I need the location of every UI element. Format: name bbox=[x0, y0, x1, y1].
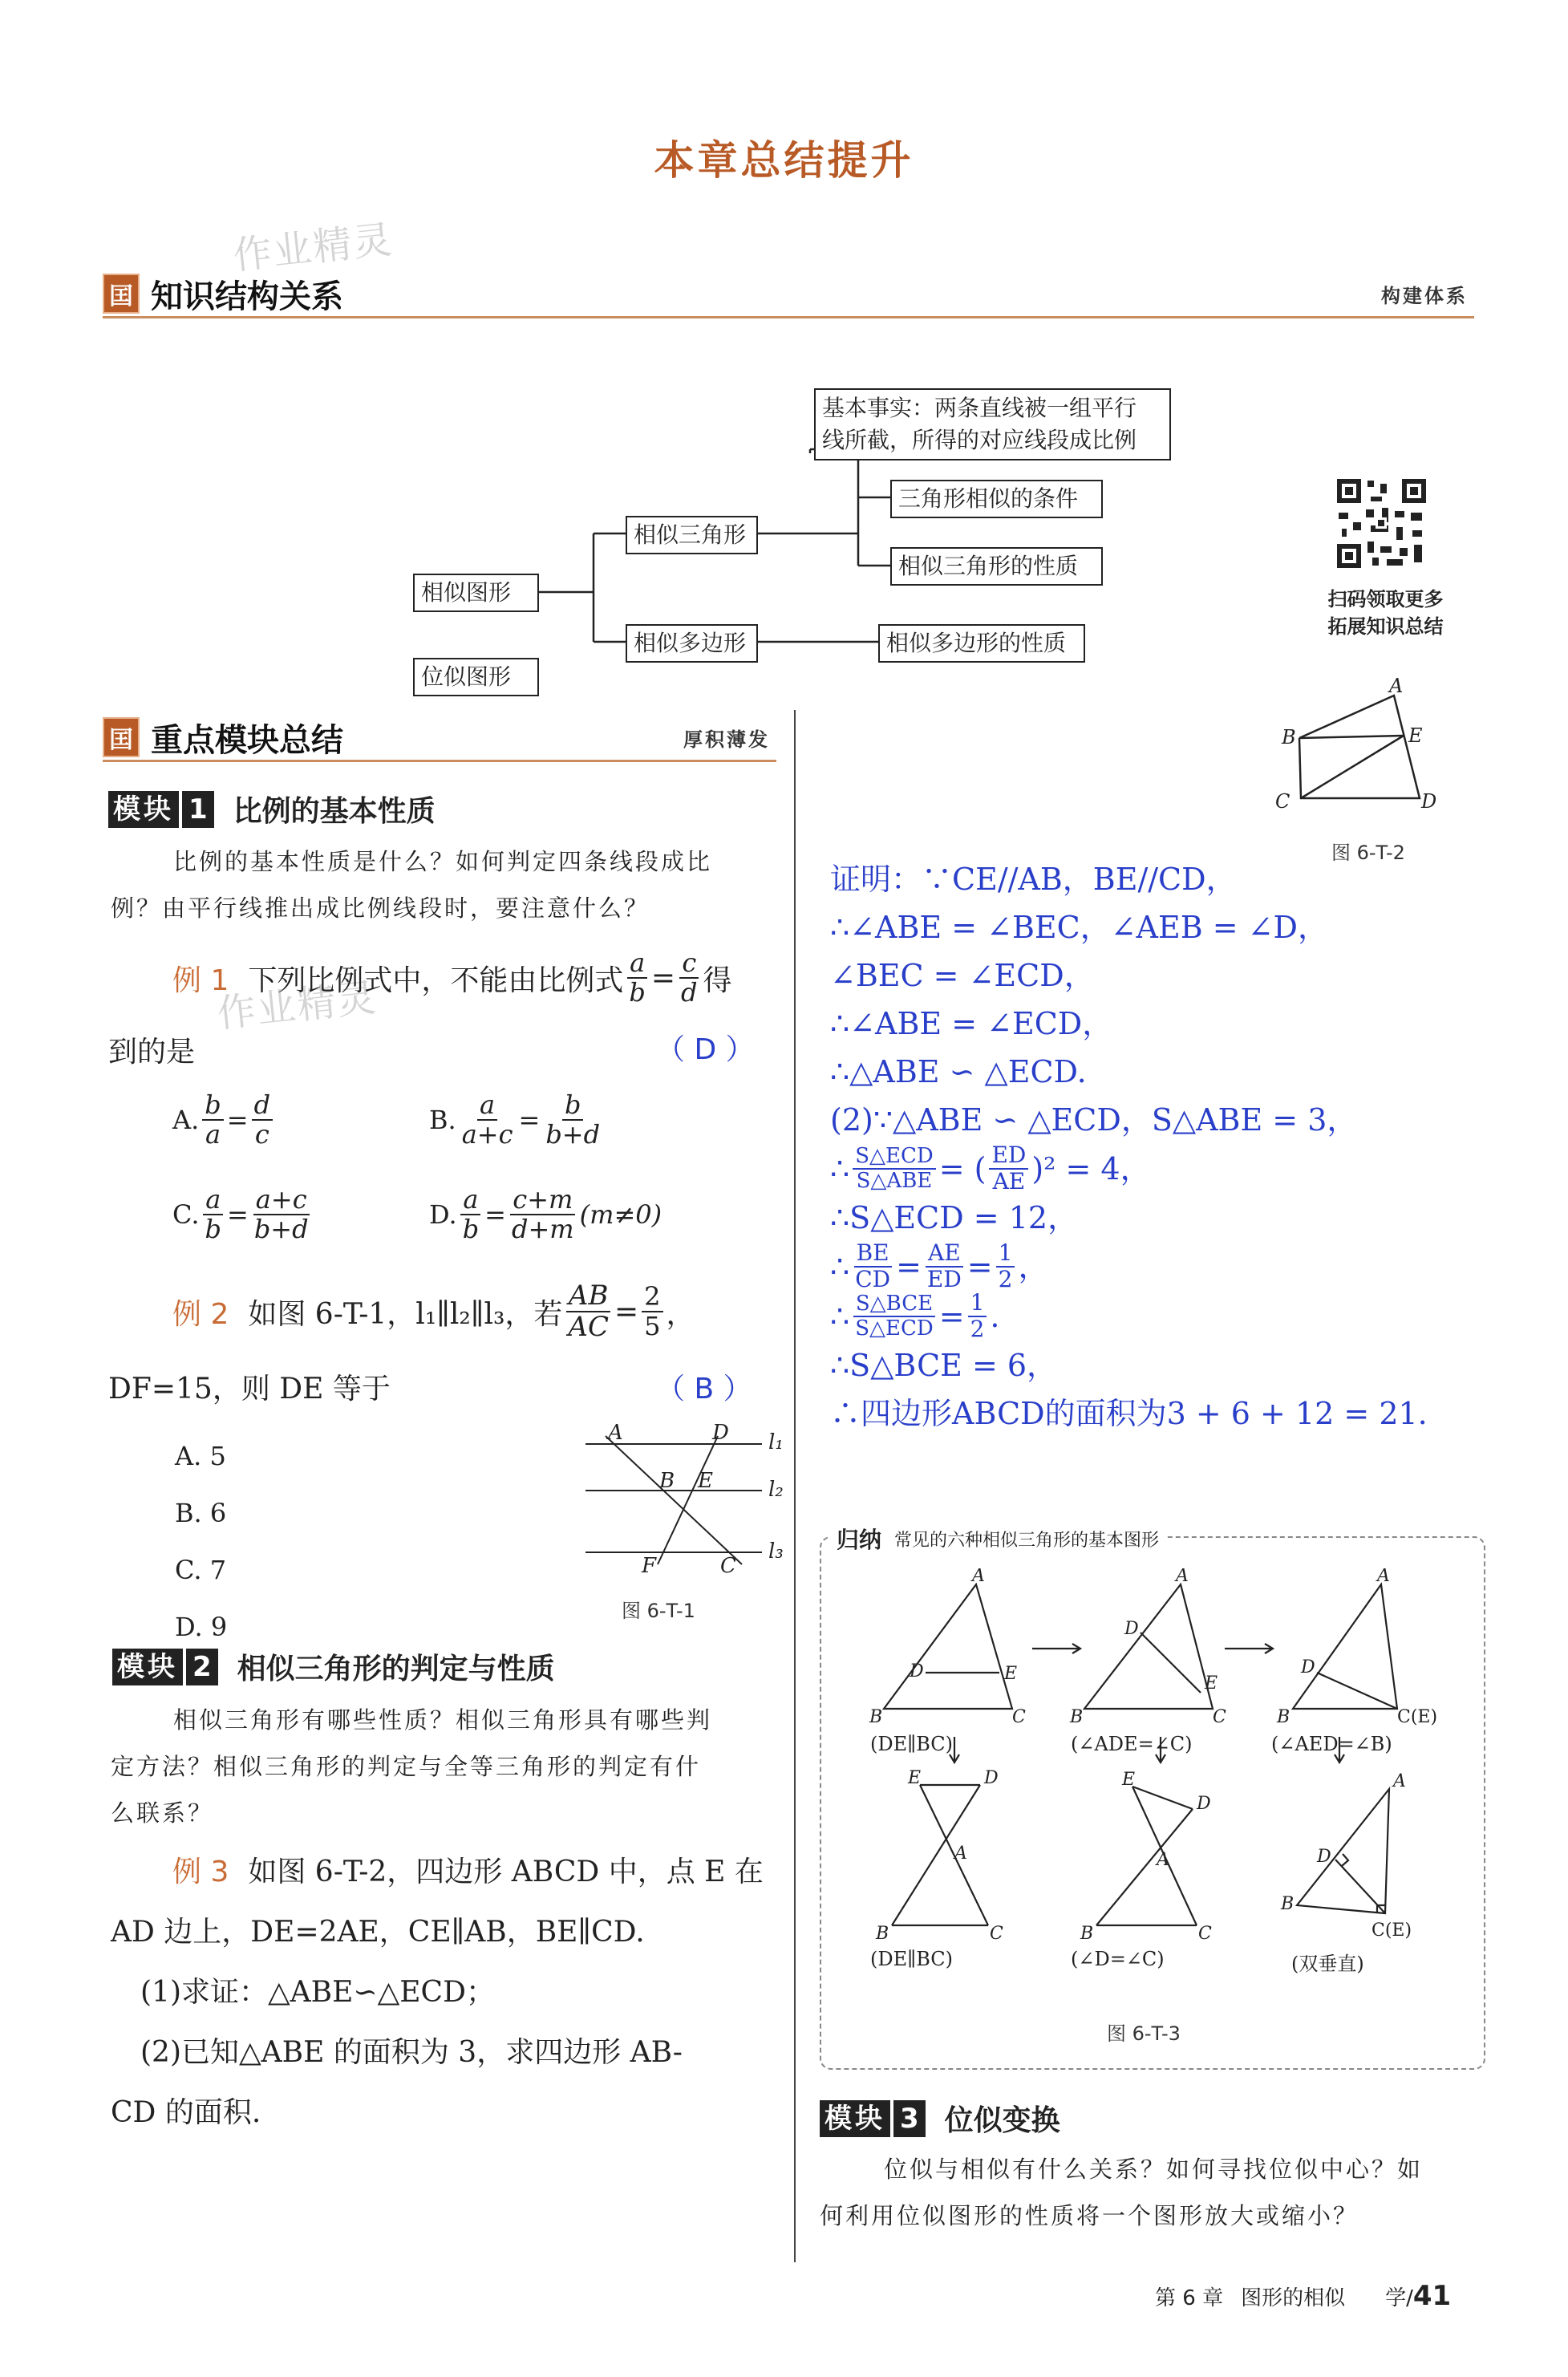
example-3-line4: (2)已知△ABE 的面积为 3，求四边形 AB- bbox=[140, 2036, 683, 2069]
svg-text:B: B bbox=[876, 1924, 889, 1944]
summary-label-1: (DE∥BC) bbox=[870, 1733, 954, 1755]
svg-text:E: E bbox=[908, 1768, 922, 1788]
module-title: 相似三角形的判定与性质 bbox=[237, 1653, 555, 1685]
figure-6-t-3-caption: 图 6-T-3 bbox=[1107, 2022, 1181, 2045]
option-condition: (m≠0) bbox=[579, 1199, 662, 1231]
svg-text:C: C bbox=[1012, 1707, 1026, 1727]
footer-subject: 学/ bbox=[1385, 2286, 1413, 2310]
footer-chapter: 第 6 章 bbox=[1155, 2286, 1224, 2310]
intro-line: 定方法？相似三角形的判定与全等三角形的判定有什 bbox=[111, 1753, 702, 1780]
similar-triangles-box: 相似三角形 bbox=[626, 516, 758, 554]
example-3-line2: AD 边上，DE=2AE，CE∥AB，BE∥CD. bbox=[111, 1916, 645, 1949]
module-3-header bbox=[820, 2098, 1060, 2139]
svg-text:D: D bbox=[984, 1768, 999, 1788]
figure-6-t-2 bbox=[1267, 678, 1508, 814]
similar-shapes-box: 相似图形 bbox=[413, 574, 539, 612]
svg-text:A: A bbox=[1389, 678, 1404, 697]
triangle-properties-box: 相似三角形的性质 bbox=[890, 547, 1103, 586]
proof-eq-tail: . bbox=[990, 1299, 1000, 1334]
module-tag: 模块 bbox=[112, 1649, 183, 1685]
intro-line: 何利用位似图形的性质将一个图形放大或缩小？ bbox=[820, 2202, 1359, 2229]
watermark: 作业精灵 bbox=[215, 975, 379, 1037]
svg-text:A: A bbox=[1377, 1568, 1390, 1586]
proof-line: 证明：∵CE//AB，BE//CD， bbox=[830, 862, 1237, 897]
option-letter: C. bbox=[172, 1199, 200, 1231]
svg-text:l₂: l₂ bbox=[768, 1478, 784, 1502]
proof-line: ∴四边形ABCD的面积为3 + 6 + 12 = 21. bbox=[830, 1396, 1428, 1431]
figure-6-t-1-caption: 图 6-T-1 bbox=[622, 1600, 695, 1622]
option-b: B. $\frac{a}{a+c}$ = $\frac{b}{b+d}$ bbox=[429, 1089, 601, 1150]
proof-eq-tail: ， bbox=[1018, 1249, 1049, 1284]
proof-line: ∴S△ECD = 12， bbox=[830, 1200, 1079, 1235]
example-2-options bbox=[175, 1428, 227, 1656]
fraction-c-over-d: $\frac{c}{d}$ bbox=[681, 947, 698, 1008]
proof-eq-tail: )² = 4， bbox=[1031, 1151, 1151, 1186]
watermark: 作业精灵 bbox=[231, 217, 395, 279]
example-2-line2: DF=15，则 DE 等于 bbox=[108, 1373, 391, 1406]
proof-line: ∴S△BCE = 6， bbox=[830, 1348, 1058, 1383]
polygon-properties-box: 相似多边形的性质 bbox=[878, 624, 1085, 663]
basic-fact-box bbox=[814, 388, 1171, 460]
example-2-question: 例 2 如图 6-T-1，l₁∥l₂∥l₃，若 $\frac{AB}{AC}$ = $\frac{2}{5}$ ， bbox=[172, 1280, 695, 1344]
option-a: A. $\frac{b}{a}$ = $\frac{d}{c}$ bbox=[172, 1091, 276, 1149]
basic-fact-line2: 线所截，所得的对应线段成比例 bbox=[822, 427, 1137, 453]
proof-line: ∴ $\frac{\text{S△ECD}}{\text{S△ABE}}$ = ( $\frac{ED}{AE}$ )² = 4， bbox=[830, 1142, 1151, 1195]
proof-line: ∴∠ABE = ∠ECD， bbox=[830, 1006, 1113, 1041]
module-tag: 模块 bbox=[108, 791, 179, 828]
module-2-header bbox=[112, 1646, 555, 1687]
svg-text:D: D bbox=[1124, 1619, 1139, 1639]
svg-text:B: B bbox=[659, 1469, 675, 1493]
page-title: 本章总结提升 bbox=[654, 137, 914, 184]
example-3-line3: (1)求证：△ABE∽△ECD； bbox=[140, 1976, 495, 2009]
summary-label-3: (∠AED=∠B) bbox=[1271, 1733, 1392, 1755]
figure-6-t-1 bbox=[577, 1420, 794, 1580]
section-title: 重点模块总结 bbox=[151, 721, 343, 759]
footer-chapter-title: 图形的相似 bbox=[1241, 2286, 1346, 2310]
summary-title: 常见的六种相似三角形的基本图形 bbox=[894, 1530, 1160, 1551]
intro-line: 么联系？ bbox=[111, 1799, 214, 1827]
example-3-line5: CD 的面积. bbox=[111, 2096, 261, 2129]
svg-text:C: C bbox=[1198, 1924, 1212, 1944]
fraction-a-over-b: $\frac{a}{b}$ bbox=[626, 949, 647, 1007]
basic-fact-line1: 基本事实：两条直线被一组平行 bbox=[822, 395, 1137, 421]
option-a: A. 5 bbox=[175, 1441, 226, 1471]
similar-polygons-box: 相似多边形 bbox=[626, 624, 758, 663]
example-1-answer: （ D ） bbox=[656, 1033, 755, 1066]
qr-caption-line2: 拓展知识总结 bbox=[1327, 615, 1444, 638]
option-d: D. 9 bbox=[175, 1612, 228, 1642]
section-header-modules bbox=[103, 712, 776, 762]
module-title: 位似变换 bbox=[944, 2104, 1060, 2137]
svg-text:E: E bbox=[1205, 1673, 1218, 1694]
example-label: 例 1 bbox=[172, 963, 229, 997]
svg-text:D: D bbox=[712, 1421, 729, 1445]
svg-text:E: E bbox=[1122, 1770, 1136, 1790]
svg-text:E: E bbox=[1004, 1664, 1018, 1684]
example-label: 例 2 bbox=[172, 1297, 229, 1331]
svg-text:C: C bbox=[1213, 1707, 1226, 1727]
module-num: 2 bbox=[186, 1649, 218, 1685]
option-c: C. 7 bbox=[175, 1555, 227, 1585]
svg-text:F: F bbox=[642, 1554, 657, 1578]
proof-eq: = ( bbox=[938, 1151, 987, 1186]
svg-text:D: D bbox=[1421, 790, 1437, 813]
example-text-tail: 得 bbox=[703, 963, 732, 997]
svg-text:C: C bbox=[990, 1924, 1003, 1944]
summary-label: 归纳 bbox=[837, 1527, 882, 1553]
page-number: 41 bbox=[1412, 2280, 1452, 2312]
svg-text:C: C bbox=[720, 1554, 736, 1578]
proof-line: ∴△ABE ∽ △ECD. bbox=[830, 1054, 1087, 1089]
svg-text:l₁: l₁ bbox=[768, 1430, 784, 1454]
svg-text:C(E): C(E) bbox=[1371, 1921, 1412, 1941]
section-tag: 厚积薄发 bbox=[683, 728, 770, 751]
example-text-tail: ， bbox=[666, 1297, 695, 1331]
proof bbox=[830, 855, 1552, 1438]
svg-text:C(E): C(E) bbox=[1397, 1707, 1438, 1727]
option-letter: A. bbox=[172, 1105, 200, 1136]
summary-header bbox=[830, 1523, 1165, 1555]
example-1-line2: 到的是 bbox=[108, 1036, 196, 1069]
module-num: 3 bbox=[893, 2100, 926, 2137]
option-d: D. $\frac{a}{b}$ = $\frac{c+m}{d+m}$ (m≠0) bbox=[429, 1184, 662, 1245]
intro-line: 相似三角形有哪些性质？相似三角形具有哪些判 bbox=[173, 1706, 713, 1734]
section-tag: 构建体系 bbox=[1381, 284, 1468, 307]
svg-text:A: A bbox=[608, 1421, 623, 1445]
module-1-header bbox=[108, 789, 436, 830]
svg-text:l₃: l₃ bbox=[768, 1539, 784, 1564]
svg-text:D: D bbox=[910, 1661, 924, 1681]
summary-label-4: (DE∥BC) bbox=[870, 1948, 954, 1970]
example-text: 下列比例式中，不能由比例式 bbox=[248, 963, 624, 997]
svg-text:A: A bbox=[954, 1844, 967, 1864]
proof-line: (2)∵△ABE ∽ △ECD，S△ABE = 3， bbox=[830, 1102, 1358, 1138]
svg-text:B: B bbox=[1282, 726, 1296, 748]
example-1-question: 例 1 下列比例式中，不能由比例式 $\frac{a}{b}$ = $\frac{c}{d}$ 得 bbox=[172, 947, 732, 1008]
svg-text:B: B bbox=[1277, 1707, 1290, 1727]
option-letter: B. bbox=[429, 1105, 456, 1136]
svg-text:A: A bbox=[972, 1568, 985, 1586]
module-2-intro bbox=[111, 1697, 788, 1836]
triangle-conditions-box: 三角形相似的条件 bbox=[890, 480, 1103, 518]
figure-6-t-2-caption: 图 6-T-2 bbox=[1331, 842, 1405, 864]
svg-text:A: A bbox=[1157, 1850, 1169, 1870]
module-tag: 模块 bbox=[820, 2100, 890, 2137]
svg-text:B: B bbox=[869, 1707, 883, 1727]
module-3-intro bbox=[820, 2146, 1489, 2239]
column-divider bbox=[794, 710, 796, 2262]
module-title: 比例的基本性质 bbox=[233, 795, 436, 828]
summary-label-6: (双垂直) bbox=[1291, 1953, 1364, 1975]
intro-line: 例？由平行线推出成比例线段时，要注意什么？ bbox=[111, 894, 650, 922]
divider bbox=[103, 760, 776, 762]
section-icon: 囯 bbox=[103, 717, 140, 757]
example-2-answer: （ B ） bbox=[656, 1373, 752, 1406]
option-b: B. 6 bbox=[175, 1498, 227, 1528]
page-footer bbox=[1155, 2280, 1451, 2312]
proof-line: ∠BEC = ∠ECD， bbox=[830, 958, 1095, 993]
proof-line: ∴ $\frac{BE}{CD}$ = $\frac{AE}{ED}$ = $\frac{1}{2}$ ， bbox=[830, 1239, 1049, 1292]
option-c: C. $\frac{a}{b}$ = $\frac{a+c}{b+d}$ bbox=[172, 1184, 309, 1245]
example-3-line1 bbox=[172, 1849, 764, 1890]
example-label: 例 3 bbox=[172, 1856, 229, 1888]
svg-text:E: E bbox=[698, 1469, 713, 1493]
section-title: 知识结构关系 bbox=[151, 278, 343, 315]
intro-line: 比例的基本性质是什么？如何判定四条线段成比 bbox=[173, 848, 713, 875]
proof-line: ∴∠ABE = ∠BEC，∠AEB = ∠D， bbox=[830, 910, 1328, 945]
svg-text:D: D bbox=[1317, 1847, 1331, 1867]
qr-code-icon[interactable] bbox=[1335, 477, 1428, 570]
example-text: 如图 6-T-2，四边形 ABCD 中，点 E 在 bbox=[248, 1856, 764, 1888]
svg-text:A: A bbox=[1176, 1568, 1189, 1586]
svg-text:D: D bbox=[1301, 1657, 1315, 1677]
svg-text:B: B bbox=[1281, 1894, 1295, 1914]
example-text: 如图 6-T-1，l₁∥l₂∥l₃，若 bbox=[248, 1297, 563, 1331]
option-letter: D. bbox=[429, 1199, 457, 1231]
summary-figures bbox=[820, 1568, 1485, 1994]
module-num: 1 bbox=[182, 791, 214, 828]
module-1-intro bbox=[111, 838, 788, 931]
qr-caption-line1: 扫码领取更多 bbox=[1327, 588, 1444, 610]
svg-text:A: A bbox=[1393, 1771, 1406, 1791]
qr-caption bbox=[1319, 586, 1452, 640]
summary-label-5: (∠D=∠C) bbox=[1071, 1948, 1165, 1970]
proof-line: ∴ $\frac{\text{S△BCE}}{\text{S△ECD}}$ = $\frac{1}{2}$ . bbox=[830, 1289, 1000, 1342]
section-icon: 囯 bbox=[103, 274, 140, 314]
homothetic-shapes-box: 位似图形 bbox=[413, 658, 539, 696]
svg-text:D: D bbox=[1197, 1794, 1211, 1814]
svg-text:B: B bbox=[1080, 1924, 1094, 1944]
svg-text:E: E bbox=[1408, 724, 1423, 747]
intro-line: 位似与相似有什么关系？如何寻找位似中心？如 bbox=[884, 2156, 1424, 2183]
svg-text:B: B bbox=[1070, 1707, 1084, 1727]
summary-label-2: (∠ADE=∠C) bbox=[1071, 1733, 1193, 1755]
svg-text:C: C bbox=[1275, 790, 1290, 813]
